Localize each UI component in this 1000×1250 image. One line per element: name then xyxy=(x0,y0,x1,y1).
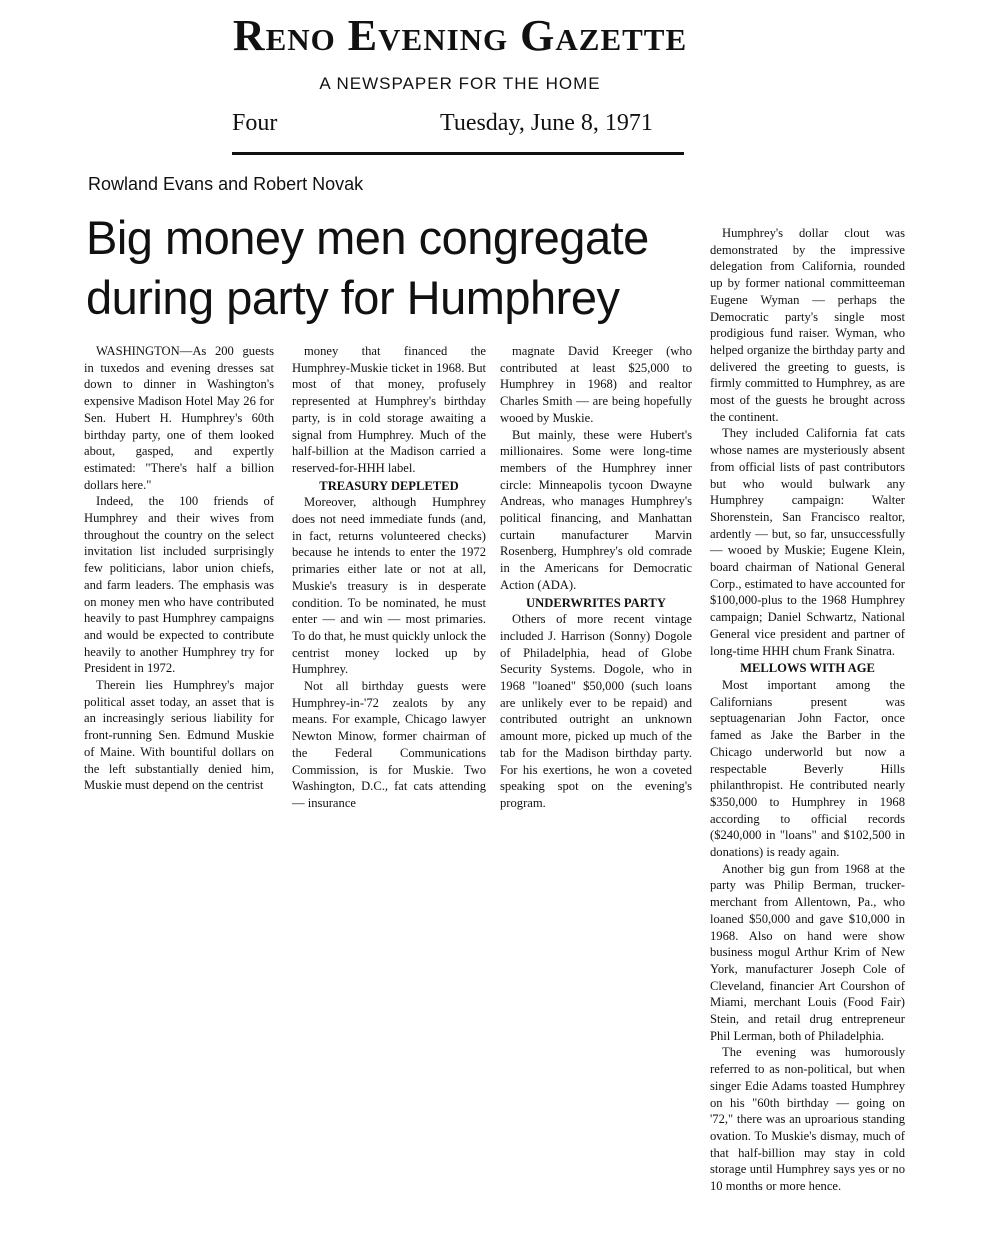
paragraph: Moreover, although Humphrey does not need immediate funds (and, in fact, returns volunteered checks) because he intends to enter the 1972 primaries either late or not at all, Muskie's treasury is in desperate condition. To be nominated, he must enter — and win — most primaries. To do that, he must quickly unlock the centrist money locked up by Humphrey. xyxy=(292,495,486,677)
column-3 xyxy=(500,343,692,812)
paragraph: The evening was humorously referred to as non-political, but when singer Edie Adams toasted Humphrey on his "60th birthday — going on '72," there was an uproarious standing ovation. To Muskie's dismay, much of that half-billion may stay in cold storage until Humphrey says yes or no 10 months or more hence. xyxy=(710,1045,905,1194)
paragraph: But mainly, these were Hubert's millionaires. Some were long-time members of the Humphrey inner circle: Minneapolis tycoon Dwayne Andreas, who manages Humphrey's political financing, and Manhattan curtain manufacturer Marvin Rosenberg, Humphrey's old comrade in the Americans for Democratic Action (ADA). xyxy=(500,427,692,592)
tagline: A NEWSPAPER FOR THE HOME xyxy=(319,74,601,93)
byline: Rowland Evans and Robert Novak xyxy=(88,174,364,194)
column-1 xyxy=(84,343,274,794)
paragraph: Indeed, the 100 friends of Humphrey and their wives from throughout the country on the select invitation list included surprisingly few politicians, labor union chiefs, and farm leaders. The emphasis was on money men who have contributed heavily to past Humphrey campaigns and would be expected to contribute heavily to another Humphrey try for President in 1972. xyxy=(84,494,274,676)
subhead-mellows-with-age: MELLOWS WITH AGE xyxy=(740,661,875,676)
paragraph: money that financed the Humphrey-Muskie ticket in 1968. But most of that money, profusely represented at Humphrey's birthday party, is in cold storage awaiting a signal from Humphrey. Much of the half-billion at the Madison carried a reserved-for-HHH label. xyxy=(292,344,486,475)
dateline: Tuesday, June 8, 1971 xyxy=(440,110,653,136)
column-2 xyxy=(292,343,486,812)
masthead: Reno Evening Gazette xyxy=(232,11,688,60)
paragraph: Humphrey's dollar clout was demonstrated by the impressive delegation from California, rounded up by former national committeeman Eugene Wyman — perhaps the Democratic party's single most prodigious fund raiser. Wyman, who helped organize the birthday party and delivered the greeting to guests, is firmly committed to Humphrey, as are most of the guests he brought across the continent. xyxy=(710,226,905,424)
column-4 xyxy=(710,225,905,1195)
paragraph: They included California fat cats whose names are mysteriously absent from official lists of past contributors but who would bulwark any Humphrey campaign: Walter Shorenstein, San Francisco realtor, ardently — but, so far, unsuccessfully — wooed by Muskie; Eugene Klein, board chairman of National General Corp., estimated to have accounted for $100,000-plus to the 1968 Humphrey campaign; Daniel Schwartz, National General vice president and partner of long-time HHH chum Frank Sinatra. xyxy=(710,426,905,658)
subhead-underwrites-party: UNDERWRITES PARTY xyxy=(526,595,666,610)
paragraph: WASHINGTON—As 200 guests in tuxedos and evening dresses sat down to dinner in Washington's expensive Madison Hotel May 26 for Sen. Hubert H. Humphrey's 60th birthday party, one of them looked about, gasped, and expertly estimated: "There's half a billion dollars here." xyxy=(84,344,274,492)
subhead-treasury-depleted: TREASURY DEPLETED xyxy=(319,478,459,493)
paragraph: Another big gun from 1968 at the party was Philip Berman, trucker-merchant from Allentown, Pa., who loaned $50,000 and gave $10,000 in 1968. Also on hand were show business mogul Arthur Krim of New York, manufacturer Joseph Cole of Cleveland, financier Art Courshon of Miami, merchant Louis (Food Fair) Stein, and retail drug entrepreneur Phil Lerman, both of Philadelphia. xyxy=(710,861,905,1043)
page-number: Four xyxy=(232,110,278,136)
paragraph: Not all birthday guests were Humphrey-in-'72 zealots by any means. For example, Chicago lawyer Newton Minow, former chairman of the Federal Communications Commission, is for Muskie. Two Washington, D.C., fat cats attending — insurance xyxy=(292,679,486,810)
headline: Big money men congregate during party for Humphrey xyxy=(86,211,649,324)
paragraph: Most important among the Californians present was septuagenarian John Factor, once famed as Jake the Barber in the Chicago underworld but now a respectable Beverly Hills philanthropist. He contributed nearly $350,000 to Humphrey in 1968 according to official records ($240,000 in "loans" and $102,500 in donations) is ready again. xyxy=(710,677,905,860)
masthead-rule xyxy=(232,152,684,155)
paragraph: magnate David Kreeger (who contributed at least $25,000 to Humphrey in 1968) and realtor Charles Smith — are being hopefully wooed by Muskie. xyxy=(500,344,692,425)
paragraph: Therein lies Humphrey's major political asset today, an asset that is an increasingly serious liability for front-running Sen. Edmund Muskie of Maine. With bountiful dollars on the left substantially denied him, Muskie must depend on the centrist xyxy=(84,678,274,793)
paragraph: Others of more recent vintage included J. Harrison (Sonny) Dogole of Philadelphia, head of Globe Security Systems. Dogole, who in 1968 "loaned" $50,000 (such loans are unlikely ever to be repaid) and contributed outright an unknown amount more, picked up much of the tab for the Madison birthday party. For his exertions, he won a coveted speaking spot on the evening's program. xyxy=(500,612,692,810)
